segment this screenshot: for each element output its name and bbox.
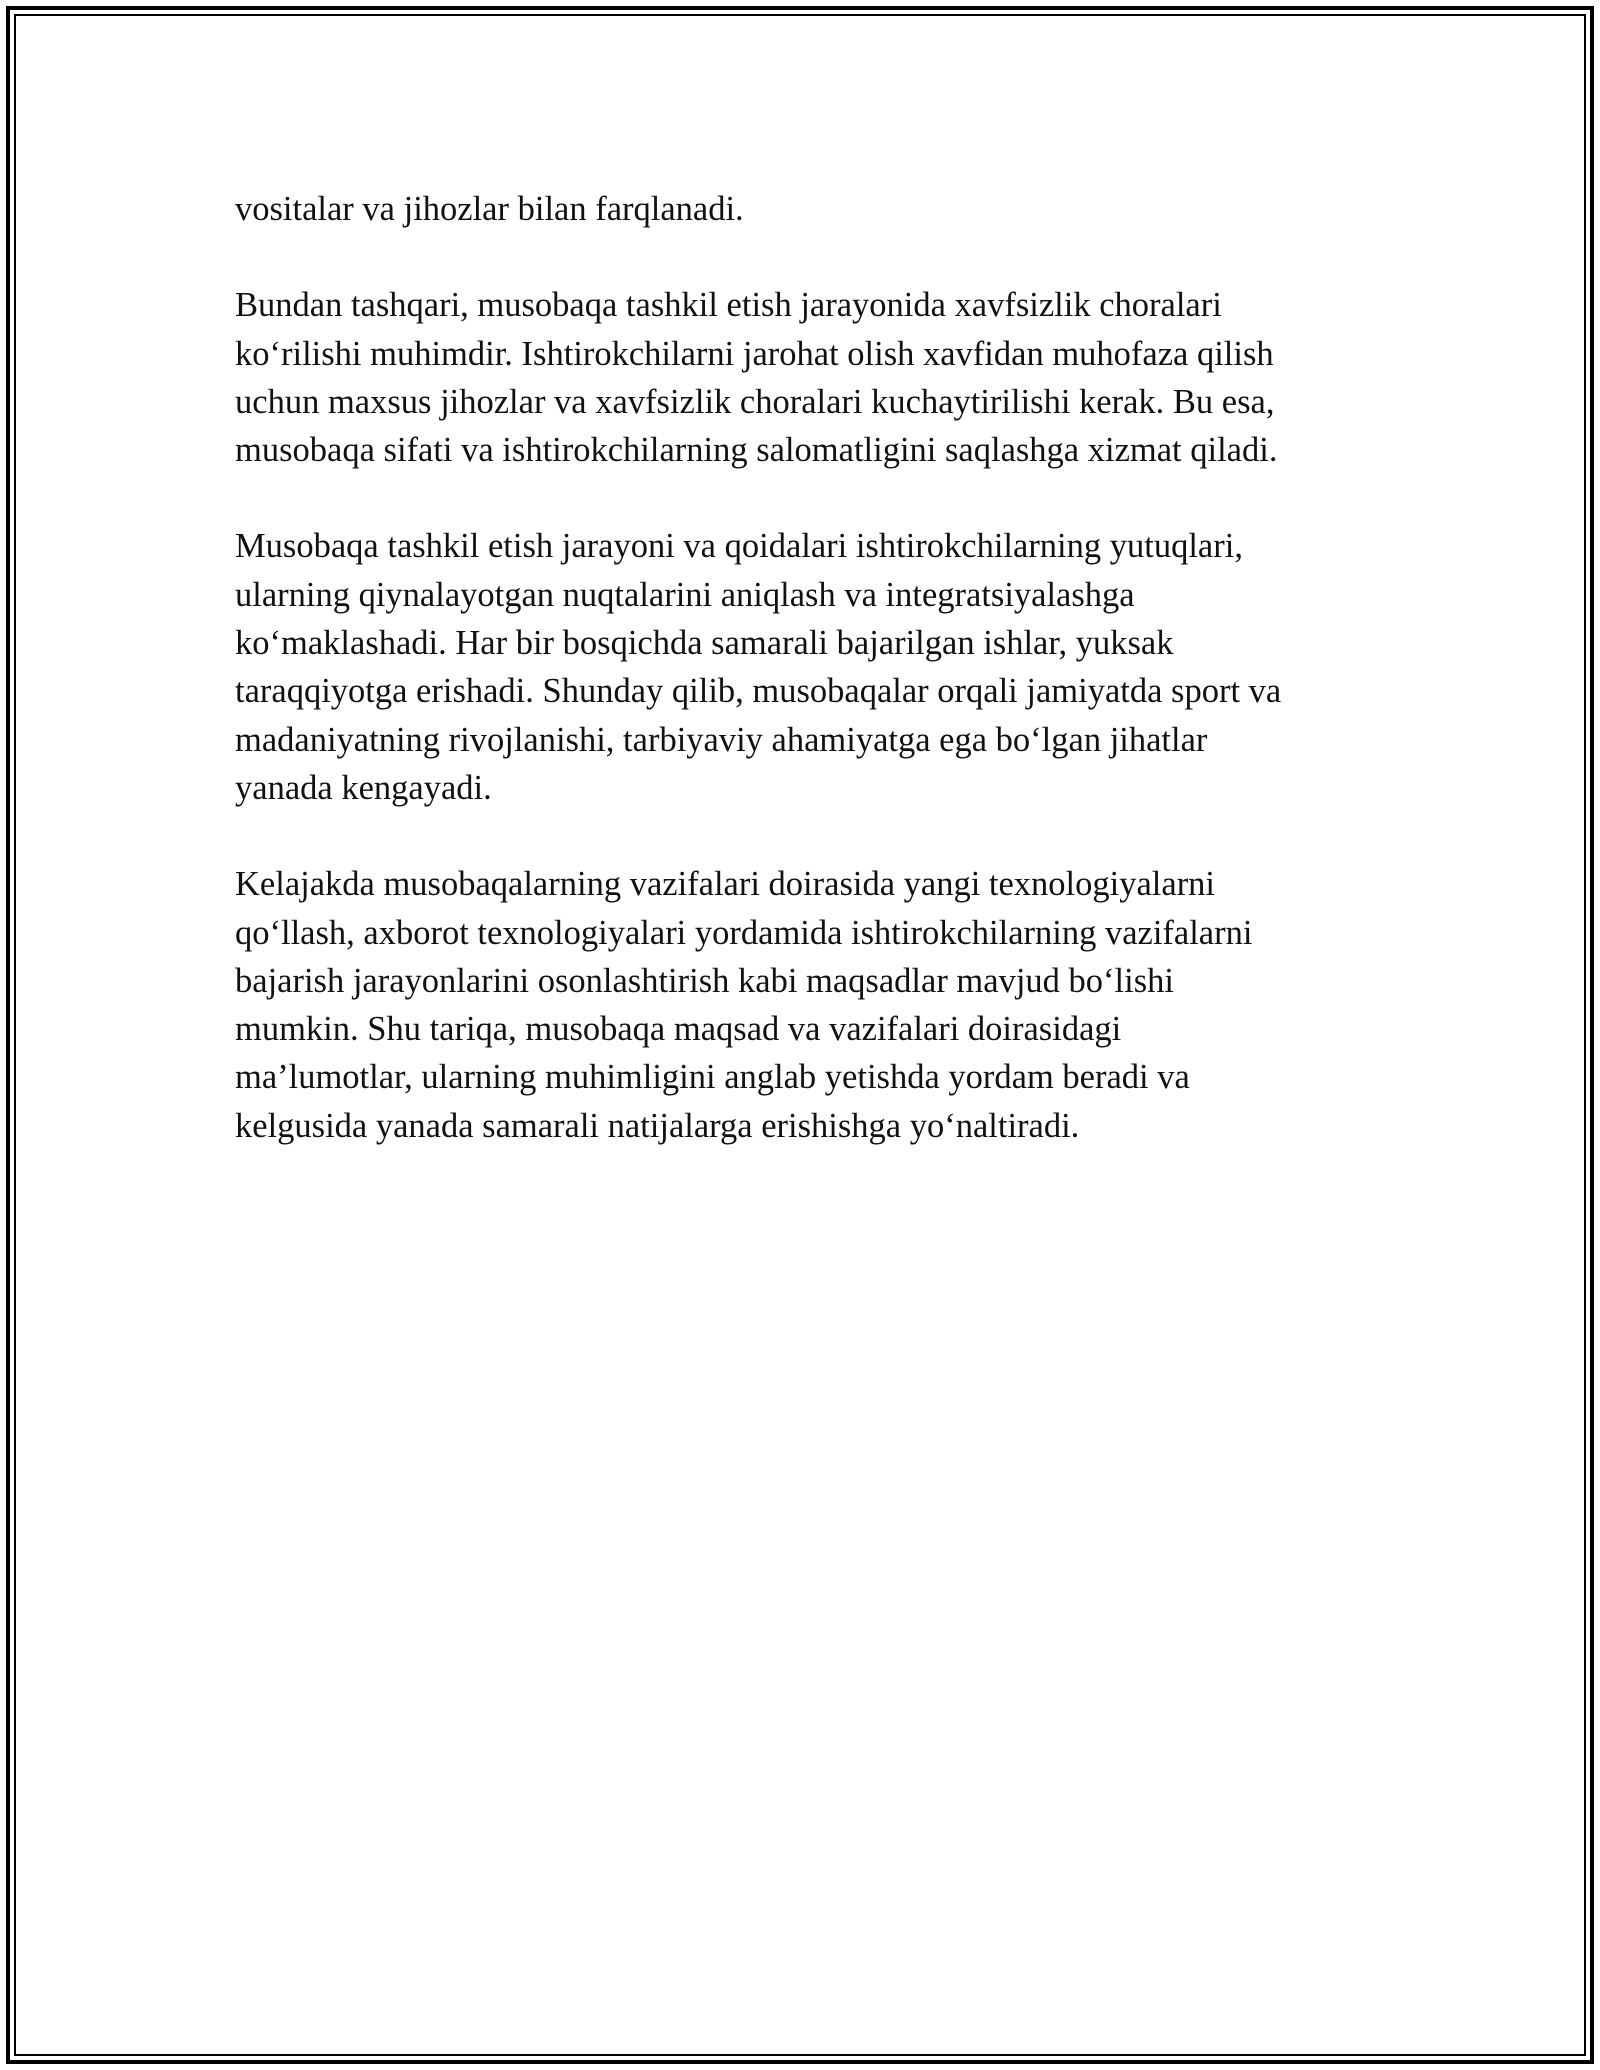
text-line: bajarish jarayonlarini osonlashtirish kabi maqsadlar mavjud bo‘lishi <box>235 961 1174 1000</box>
text-line: kelgusida yanada samarali natijalarga erishishga yo‘naltiradi. <box>235 1106 1080 1145</box>
paragraph-3 <box>235 522 1375 812</box>
text-line: Musobaqa tashkil etish jarayoni va qoidalari ishtirokchilarning yutuqlari, <box>235 527 1243 566</box>
text-line: taraqqiyotga erishadi. Shunday qilib, musobaqalar orqali jamiyatda sport va <box>235 672 1282 711</box>
text-line: qo‘llash, axborot texnologiyalari yordamida ishtirokchilarning vazifalarni <box>235 913 1253 952</box>
text-line: yanada kengayadi. <box>235 768 492 807</box>
document-body <box>235 185 1375 1198</box>
text-line: ma’lumotlar, ularning muhimligini anglab yetishda yordam beradi va <box>235 1058 1190 1097</box>
text-line: ko‘rilishi muhimdir. Ishtirokchilarni jarohat olish xavfidan muhofaza qilish <box>235 334 1274 373</box>
text-line: ularning qiynalayotgan nuqtalarini aniqlash va integratsiyalashga <box>235 575 1135 614</box>
text-line: Bundan tashqari, musobaqa tashkil etish jarayonida xavfsizlik choralari <box>235 286 1222 325</box>
paragraph-2 <box>235 281 1375 474</box>
text-line: ko‘maklashadi. Har bir bosqichda samarali bajarilgan ishlar, yuksak <box>235 624 1174 663</box>
paragraph-4 <box>235 860 1375 1150</box>
text-line: musobaqa sifati va ishtirokchilarning salomatligini saqlashga xizmat qiladi. <box>235 431 1278 470</box>
text-line: mumkin. Shu tariqa, musobaqa maqsad va vazifalari doirasidagi <box>235 1010 1122 1049</box>
text-line: vositalar va jihozlar bilan farqlanadi. <box>235 190 744 228</box>
text-line: madaniyatning rivojlanishi, tarbiyaviy ahamiyatga ega bo‘lgan jihatlar <box>235 720 1208 759</box>
text-line: Kelajakda musobaqalarning vazifalari doirasida yangi texnologiyalarni <box>235 865 1216 904</box>
paragraph-1 <box>235 185 1375 233</box>
text-line: uchun maxsus jihozlar va xavfsizlik choralari kuchaytirilishi kerak. Bu esa, <box>235 382 1275 421</box>
